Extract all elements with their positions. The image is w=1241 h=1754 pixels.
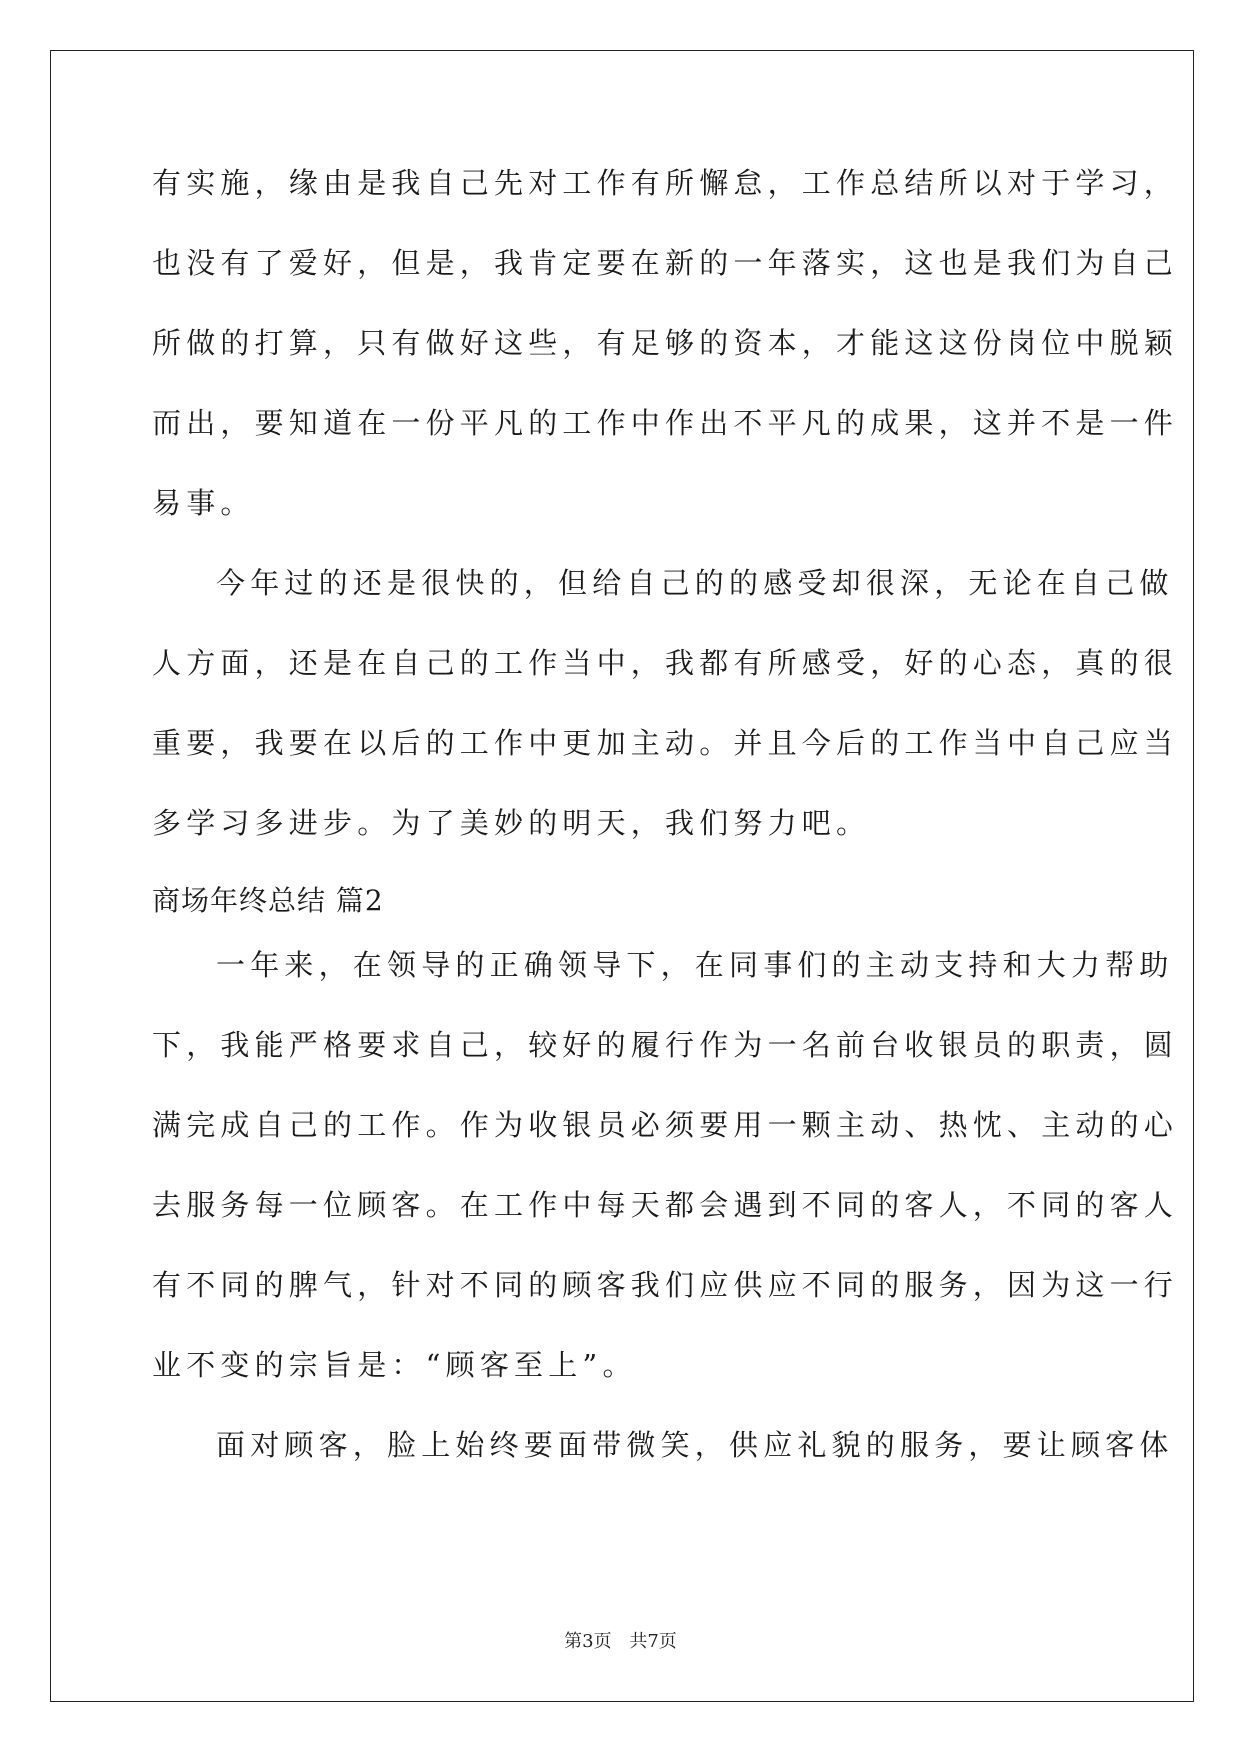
- document-body: [152, 158, 1179, 1500]
- page-footer: [0, 1627, 1241, 1653]
- text-line: 而出，要知道在一份平凡的工作中作出不平凡的成果，这并不是一件: [152, 406, 1179, 440]
- text-line: 也没有了爱好，但是，我肯定要在新的一年落实，这也是我们为自己: [152, 246, 1179, 280]
- text-line: 下，我能严格要求自己，较好的履行作为一名前台收银员的职责，圆: [152, 1028, 1179, 1062]
- text-line: 有实施，缘由是我自己先对工作有所懈怠，工作总结所以对于学习，: [152, 166, 1179, 200]
- section-heading: 商场年终总结 篇2: [152, 884, 384, 917]
- text-line: 易事。: [152, 486, 255, 520]
- text-line: 所做的打算，只有做好这些，有足够的资本，才能这这份岗位中脱颖: [152, 326, 1179, 360]
- text-line: 业不变的宗旨是：“顾客至上”。: [152, 1348, 637, 1382]
- page-total: 共7页: [629, 1631, 677, 1652]
- text-line: 人方面，还是在自己的工作当中，我都有所感受，好的心态，真的很: [152, 646, 1179, 680]
- text-line: 面对顾客，脸上始终要面带微笑，供应礼貌的服务，要让顾客体: [216, 1428, 1174, 1462]
- page-number: 第3页: [564, 1631, 612, 1652]
- text-line: 今年过的还是很快的，但给自己的的感受却很深，无论在自己做: [216, 566, 1174, 600]
- text-line: 多学习多进步。为了美妙的明天，我们努力吧。: [152, 806, 871, 840]
- text-line: 有不同的脾气，针对不同的顾客我们应供应不同的服务，因为这一行: [152, 1268, 1179, 1302]
- text-line: 满完成自己的工作。作为收银员必须要用一颗主动、热忱、主动的心: [152, 1108, 1179, 1142]
- text-line: 重要，我要在以后的工作中更加主动。并且今后的工作当中自己应当: [152, 726, 1179, 760]
- text-line: 去服务每一位顾客。在工作中每天都会遇到不同的客人，不同的客人: [152, 1188, 1179, 1222]
- text-line: 一年来，在领导的正确领导下，在同事们的主动支持和大力帮助: [216, 948, 1174, 982]
